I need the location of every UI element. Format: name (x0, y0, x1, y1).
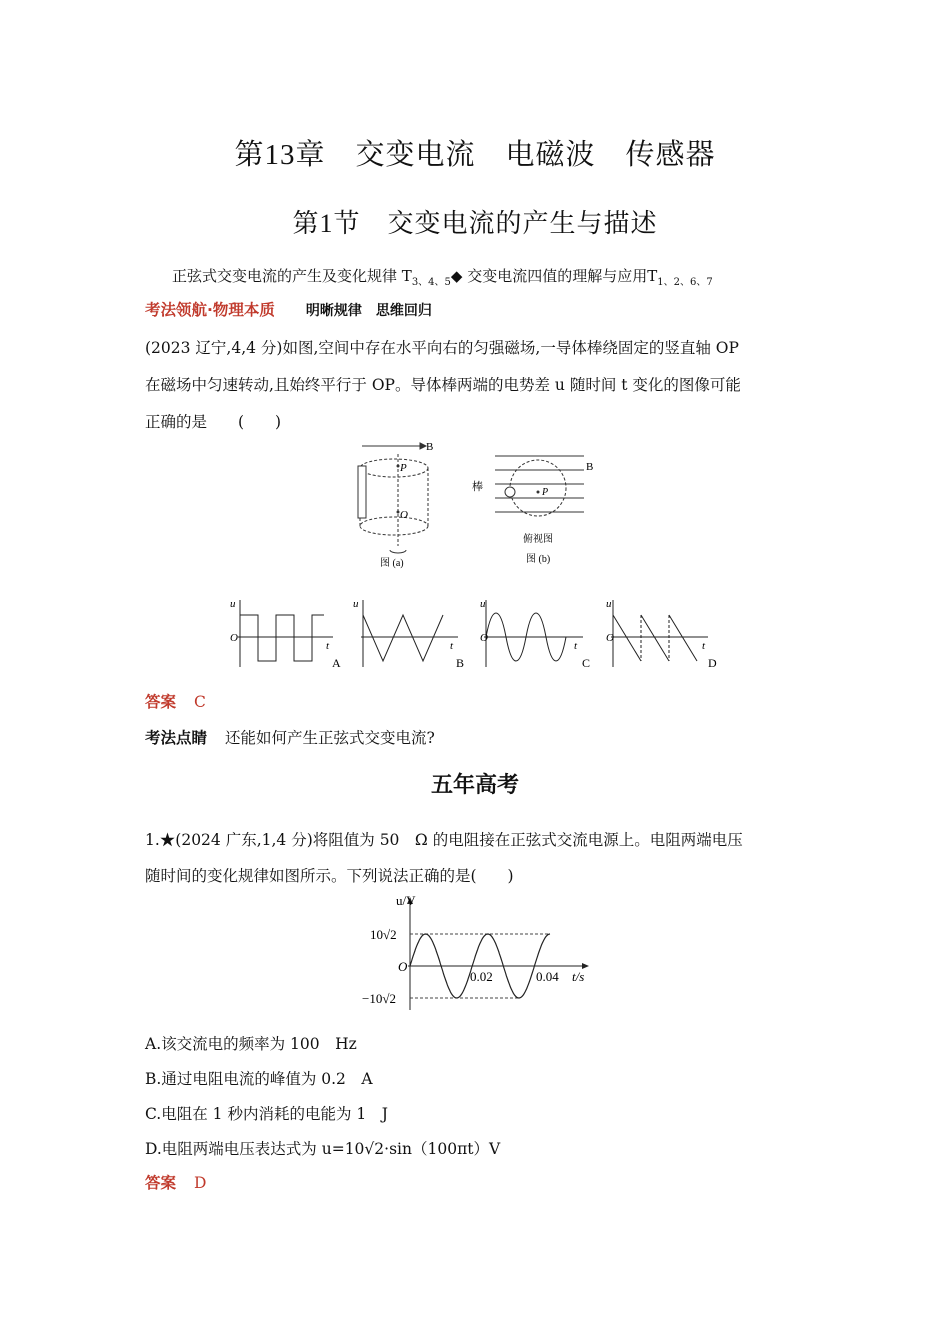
svg-text:C: C (582, 656, 591, 670)
option-a[interactable]: A.该交流电的频率为 100 Hz (145, 1035, 357, 1053)
svg-text:图 (a): 图 (a) (380, 558, 404, 569)
svg-text:t: t (702, 640, 706, 652)
section-five-years: 五年高考 (430, 773, 519, 798)
svg-text:t: t (574, 640, 578, 652)
svg-text:O: O (480, 632, 488, 644)
svg-text:B: B (586, 461, 594, 473)
x-tick-2: 0.04 (536, 969, 559, 984)
svg-text:O: O (400, 509, 408, 521)
y-tick-min: −10√2 (362, 991, 396, 1006)
option-b[interactable]: B.通过电阻电流的峰值为 0.2 A (145, 1070, 373, 1088)
svg-text:B: B (426, 441, 434, 453)
section-title: 第1节 交变电流的产生与描述 (292, 209, 658, 238)
svg-text:u: u (353, 598, 359, 610)
svg-text:A: A (332, 656, 341, 670)
option-graphs (228, 595, 728, 675)
svg-text:俯视图: 俯视图 (523, 534, 553, 545)
y-tick-max: 10√2 (370, 927, 397, 942)
x-label: t/s (572, 969, 585, 984)
svg-text:u: u (606, 598, 612, 610)
option-d[interactable]: D.电阻两端电压表达式为 u=10√2·sin（100πt）V (145, 1140, 501, 1158)
q1-answer: 答案 D (145, 1174, 207, 1192)
svg-text:O: O (606, 632, 614, 644)
svg-text:P: P (542, 487, 549, 498)
figure-ab (340, 438, 610, 573)
chapter-title: 第13章 交变电流 电磁波 传感器 (234, 139, 716, 171)
svg-text:u: u (230, 598, 236, 610)
q0-answer: 答案 C (145, 693, 206, 711)
q0-point: 考法点睛 还能如何产生正弦式交变电流? (145, 729, 435, 747)
q1-line1: 1.★(2024 广东,1,4 分)将阻值为 50 Ω 的电阻接在正弦式交流电源上。电阻两端电压 (145, 831, 743, 849)
sine-chart (360, 895, 600, 1015)
topic-line: 正弦式交变电流的产生及变化规律 $T_{3、4、5}◆$ 交变电流四值的理解与应用$T_{1、2、6、7}$ (172, 267, 713, 288)
svg-text:u: u (480, 598, 486, 610)
x-tick-1: 0.02 (470, 969, 493, 984)
q0-line1: (2023 辽宁,4,4 分)如图,空间中存在水平向右的匀强磁场,一导体棒绕固定的竖直轴 OP (145, 339, 739, 357)
option-c[interactable]: C.电阻在 1 秒内消耗的电能为 1 J (145, 1105, 388, 1123)
q1-line2: 随时间的变化规律如图所示。下列说法正确的是( ) (145, 867, 514, 885)
exam-nav: 考法领航·物理本质 明晰规律 思维回归 (145, 301, 432, 319)
svg-text:B: B (456, 656, 465, 670)
svg-text:t: t (450, 640, 454, 652)
svg-text:D: D (708, 656, 717, 670)
svg-text:图 (b): 图 (b) (526, 554, 551, 565)
svg-text:O: O (230, 632, 238, 644)
svg-text:P: P (400, 462, 407, 474)
origin-label: O (398, 959, 408, 974)
q0-line2: 在磁场中匀速转动,且始终平行于 OP。导体棒两端的电势差 u 随时间 t 变化的图像可能 (145, 376, 741, 394)
y-label: u/V (396, 895, 416, 908)
q0-line3: 正确的是 ( ) (145, 413, 282, 431)
svg-text:t: t (326, 640, 330, 652)
svg-text:棒: 棒 (472, 481, 483, 493)
